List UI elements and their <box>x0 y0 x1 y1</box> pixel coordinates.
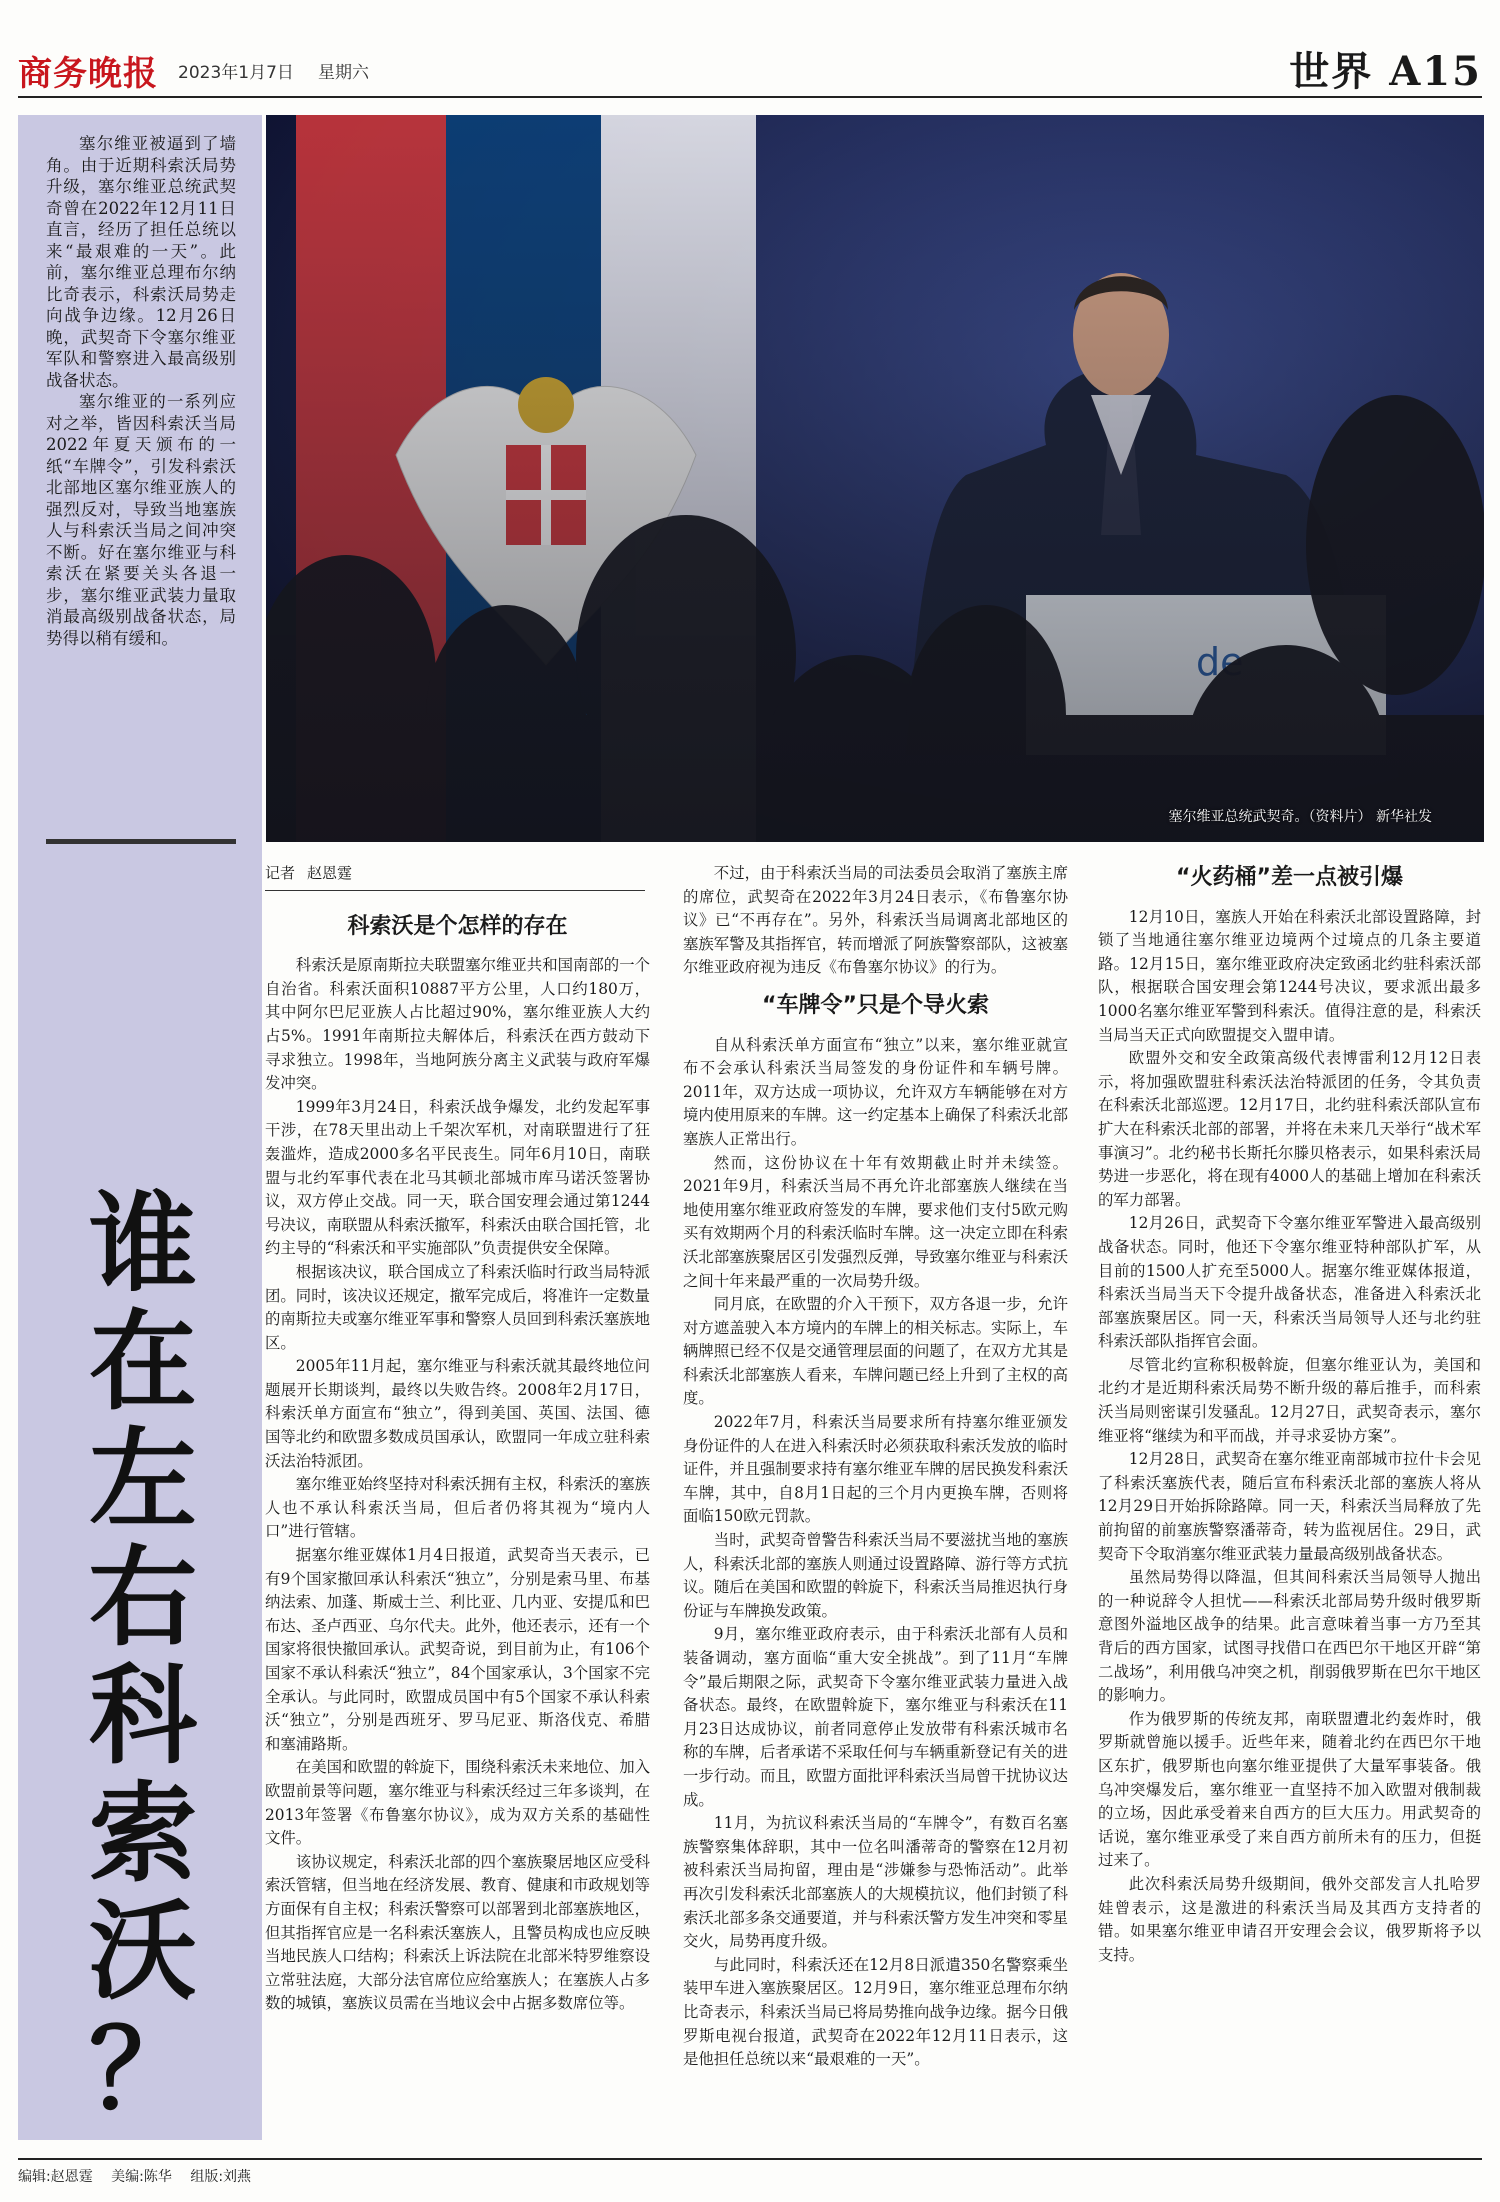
section-name: 世界 <box>1289 48 1374 95</box>
reporter-label: 记者 <box>265 864 296 882</box>
body-paragraph: 1999年3月24日，科索沃战争爆发，北约发起军事干涉，在78天里出动上千架次军机，对南联盟进行了狂轰滥炸，造成2000多名平民丧生。同年6月10日，南联盟与北约军事代表在北马其顿北部城市库马诺沃签署协议，双方停止交战。同一天，联合国安理会通过第1244号决议，南联盟从科索沃撤军，科索沃由联合国托管，北约主导的“科索沃和平实施部队”负责提供安全保障。 <box>265 1097 650 1258</box>
photo-illustration <box>266 115 1484 842</box>
divider <box>46 839 236 844</box>
editor-credit: 编辑:赵恩霆 <box>18 2169 93 2185</box>
section-heading: “车牌令”只是个导火索 <box>762 992 989 1018</box>
body-paragraph: 此次科索沃局势升级期间，俄外交部发言人扎哈罗娃曾表示，这是激进的科索沃当局及其西方支持者的错。如果塞尔维亚申请召开安理会会议，俄罗斯将予以支持。 <box>1098 1874 1481 1964</box>
page-footer <box>18 2158 1482 2186</box>
body-paragraph: 11月，为抗议科索沃当局的“车牌令”，有数百名塞族警察集体辞职，其中一位名叫潘蒂奇的警察在12月初被科索沃当局拘留，理由是“涉嫌参与恐怖活动”。此举再次引发科索沃北部塞族人的大规模抗议，他们封锁了科索沃北部多条交通要道，并与科索沃警方发生冲突和零星交火，局势再度升级。 <box>683 1814 1068 1951</box>
body-paragraph: 尽管北约宣称积极斡旋，但塞尔维亚认为，美国和北约才是近期科索沃局势不断升级的幕后推手，而科索沃当局则密谋引发骚乱。12月27日，武契奇表示，塞尔维亚将“继续为和平而战，并寻求妥协方案”。 <box>1098 1355 1481 1445</box>
article-column-1 <box>265 862 650 2016</box>
reporter-name: 赵恩霆 <box>307 864 353 882</box>
sidebar-panel <box>18 115 262 2140</box>
body-paragraph: 12月26日，武契奇下令塞尔维亚军警进入最高级别战备状态。同时，他还下令塞尔维亚特种部队扩军，从目前的1500人扩充至5000人。据塞尔维亚媒体报道，科索沃当局当天下令提升战备状态，准备进入科索沃北部塞族聚居区。同一天，科索沃当局领导人还与北约驻科索沃部队指挥官会面。 <box>1098 1214 1481 1351</box>
title-char: 右 <box>88 1535 197 1661</box>
page-title <box>78 1181 208 2133</box>
body-paragraph: 2005年11月起，塞尔维亚与科索沃就其最终地位问题展开长期谈判，最终以失败告终。2008年2月17日，科索沃单方面宣布“独立”，得到美国、英国、法国、德国等北约和欧盟多数成员国承认，欧盟同一年成立驻科索沃法治特派团。 <box>265 1357 650 1470</box>
title-char: ？ <box>88 2007 197 2133</box>
layout-credit: 组版:刘燕 <box>190 2169 252 2185</box>
body-paragraph: 9月，塞尔维亚政府表示，由于科索沃北部有人员和装备调动，塞方面临“重大安全挑战”。到了11月“车牌令”最后期限之际，武契奇下令塞尔维亚武装力量进入战备状态。最终，在欧盟斡旋下，塞尔维亚与科索沃在11月23日达成协议，前者同意停止发放带有科索沃城市名称的车牌，后者承诺不采取任何与车辆重新登记有关的进一步行动。而且，欧盟方面批评科索沃当局曾干扰协议达成。 <box>683 1625 1068 1809</box>
lead-paragraph: 塞尔维亚被逼到了墙角。由于近期科索沃局势升级，塞尔维亚总统武契奇曾在2022年12月11日直言，经历了担任总统以来“最艰难的一天”。此前，塞尔维亚总理布尔纳比奇表示，科索沃局势走向战争边缘。12月26日晚，武契奇下令塞尔维亚军队和警察进入最高级别战备状态。 <box>46 134 236 390</box>
body-paragraph: 塞尔维亚始终坚持对科索沃拥有主权，科索沃的塞族人也不承认科索沃当局，但后者仍将其视为“境内人口”进行管辖。 <box>265 1475 650 1541</box>
body-paragraph: 作为俄罗斯的传统友邦，南联盟遭北约轰炸时，俄罗斯就曾施以援手。近些年来，随着北约在西巴尔干地区东扩，俄罗斯也向塞尔维亚提供了大量军事装备。俄乌冲突爆发后，塞尔维亚一直坚持不加入欧盟对俄制裁的立场，因此承受着来自西方的巨大压力。用武契奇的话说，塞尔维亚承受了来自西方前所未有的压力，但挺过来了。 <box>1098 1709 1481 1870</box>
title-char: 科 <box>88 1653 197 1779</box>
body-paragraph: 当时，武契奇曾警告科索沃当局不要滋扰当地的塞族人，科索沃北部的塞族人则通过设置路障、游行等方式抗议。随后在美国和欧盟的斡旋下，科索沃当局推迟执行身份证与车牌换发政策。 <box>683 1531 1068 1620</box>
body-paragraph: 自从科索沃单方面宣布“独立”以来，塞尔维亚就宣布不会承认科索沃当局签发的身份证件和车辆号牌。2011年，双方达成一项协议，允许双方车辆能够在对方境内使用原来的车牌。这一约定基本上确保了科索沃北部塞族人正常出行。 <box>683 1035 1068 1148</box>
title-char: 索 <box>88 1771 197 1897</box>
title-char: 左 <box>88 1417 197 1543</box>
newspaper-logo: 商务晚报 <box>18 54 158 94</box>
body-paragraph: 不过，由于科索沃当局的司法委员会取消了塞族主席的席位，武契奇在2022年3月24日表示，《布鲁塞尔协议》已“不再存在”。另外，科索沃当局调离北部地区的塞族军警及其指挥官，转而增派了阿族警察部队，这被塞尔维亚政府视为违反《布鲁塞尔协议》的行为。 <box>683 864 1068 977</box>
body-paragraph: 据塞尔维亚媒体1月4日报道，武契奇当天表示，已有9个国家撤回承认科索沃“独立”，分别是索马里、布基纳法索、加蓬、斯威士兰、利比亚、几内亚、安提瓜和巴布达、圣卢西亚、乌尔代夫。此外，他还表示，还有一个国家将很快撤回承认。武契奇说，到目前为止，有106个国家不承认科索沃“独立”，84个国家承认，3个国家不完全承认。与此同时，欧盟成员国中有5个国家不承认科索沃“独立”，分别是西班牙、罗马尼亚、斯洛伐克、希腊和塞浦路斯。 <box>265 1546 650 1753</box>
news-photo <box>266 115 1484 842</box>
masthead <box>18 40 1482 98</box>
body-paragraph: 科索沃是原南斯拉夫联盟塞尔维亚共和国南部的一个自治省。科索沃面积10887平方公里，人口约180万，其中阿尔巴尼亚族人占比超过90%，塞尔维亚族人大约占5%。1991年南斯拉夫解体后，科索沃在西方鼓动下寻求独立。1998年，当地阿族分离主义武装与政府军爆发冲突。 <box>265 956 650 1093</box>
lead-box <box>46 133 236 649</box>
title-char: 沃 <box>88 1889 197 2015</box>
photo-caption: 塞尔维亚总统武契奇。（资料片） 新华社发 <box>1168 809 1432 825</box>
issue-date: 2023年1月7日 <box>178 63 294 83</box>
body-paragraph: 与此同时，科索沃还在12月8日派遣350名警察乘坐装甲车进入塞族聚居区。12月9日，塞尔维亚总理布尔纳比奇表示，科索沃当局已将局势推向战争边缘。据今日俄罗斯电视台报道，武契奇在2022年12月11日表示，这是他担任总统以来“最艰难的一天”。 <box>683 1955 1068 2069</box>
lead-paragraph: 塞尔维亚的一系列应对之举，皆因科索沃当局2022年夏天颁布的一纸“车牌令”，引发科索沃北部地区塞尔维亚族人的强烈反对，导致当地塞族人与科索沃当局之间冲突不断。好在塞尔维亚与科索沃在紧要关头各退一步，塞尔维亚武装力量取消最高级别战备状态，局势得以稍有缓和。 <box>46 392 236 648</box>
body-paragraph: 该协议规定，科索沃北部的四个塞族聚居地区应受科索沃管辖，但当地在经济发展、教育、健康和市政规划等方面保有自主权；科索沃警察可以部署到北部塞族地区，但其指挥官应是一名科索沃塞族人，且警员构成也应反映当地民族人口结构；科索沃上诉法院在北部米特罗维察设立常驻法庭，大部分法官席位应给塞族人；在塞族人占多数的城镇，塞族议员需在当地议会中占据多数席位等。 <box>265 1852 650 2013</box>
section-heading: 科索沃是个怎样的存在 <box>347 913 568 939</box>
article-column-3 <box>1098 862 1481 1967</box>
body-paragraph: 在美国和欧盟的斡旋下，围绕科索沃未来地位、加入欧盟前景等问题，塞尔维亚与科索沃经过三年多谈判，在2013年签署《布鲁塞尔协议》，成为双方关系的基础性文件。 <box>265 1758 650 1848</box>
reporter-byline <box>265 862 645 891</box>
section-label <box>1289 40 1482 97</box>
body-paragraph: 12月10日，塞族人开始在科索沃北部设置路障，封锁了当地通往塞尔维亚边境两个过境点的几条主要道路。12月15日，塞尔维亚政府决定致函北约驻科索沃部队，根据联合国安理会第1244号决议，要求派出最多1000名塞尔维亚军警到科索沃。值得注意的是，科索沃当局当天正式向欧盟提交入盟申请。 <box>1098 907 1481 1044</box>
article-column-2 <box>683 862 1068 2072</box>
title-char: 谁 <box>88 1181 197 1307</box>
body-paragraph: 2022年7月，科索沃当局要求所有持塞尔维亚颁发身份证件的人在进入科索沃时必须获取科索沃发放的临时证件，并且强制要求持有塞尔维亚车牌的居民换发科索沃车牌，其中，自8月1日起的三个月内更换车牌，否则将面临150欧元罚款。 <box>683 1413 1068 1526</box>
designer-credit: 美编:陈华 <box>111 2169 172 2185</box>
body-paragraph: 虽然局势得以降温，但其间科索沃当局领导人抛出的一种说辞令人担忧——科索沃北部局势升级时俄罗斯意图外溢地区战争的结果。此言意味着当事一方乃至其背后的西方国家，试图寻找借口在西巴尔干地区开辟“第二战场”，利用俄乌冲突之机，削弱俄罗斯在巴尔干地区的影响力。 <box>1098 1568 1481 1705</box>
body-paragraph: 欧盟外交和安全政策高级代表博雷利12月12日表示，将加强欧盟驻科索沃法治特派团的任务，令其负责在科索沃北部巡逻。12月17日，北约驻科索沃部队宣布扩大在科索沃北部的部署，并将在未来几天举行“战术军事演习”。北约秘书长斯托尔滕贝格表示，如果科索沃局势进一步恶化，将在现有4000人的基础上增加在科索沃的军力部署。 <box>1098 1049 1481 1209</box>
body-paragraph: 12月28日，武契奇在塞尔维亚南部城市拉什卡会见了科索沃塞族代表，随后宣布科索沃北部的塞族人将从12月29日开始拆除路障。同一天，科索沃当局释放了先前拘留的前塞族警察潘蒂奇，转为监视居住。29日，武契奇下令取消塞尔维亚武装力量最高级别战备状态。 <box>1098 1450 1481 1563</box>
title-char: 在 <box>88 1299 197 1425</box>
section-heading: “火药桶”差一点被引爆 <box>1176 865 1403 890</box>
body-paragraph: 同月底，在欧盟的介入干预下，双方各退一步，允许对方遮盖驶入本方境内的车牌上的相关标志。实际上，车辆牌照已经不仅是交通管理层面的问题了，在双方尤其是科索沃北部塞族人看来，车牌问题已经上升到了主权的高度。 <box>683 1295 1068 1408</box>
issue-weekday: 星期六 <box>318 63 369 83</box>
page-number: A15 <box>1389 48 1482 95</box>
body-paragraph: 然而，这份协议在十年有效期截止时并未续签。2021年9月，科索沃当局不再允许北部塞族人继续在当地使用塞尔维亚政府签发的车牌，要求他们支付5欧元购买有效期两个月的科索沃临时车牌。这一决定立即在科索沃北部塞族聚居区引发强烈反弹，导致塞尔维亚与科索沃之间十年来最严重的一次局势升级。 <box>683 1153 1068 1290</box>
body-paragraph: 根据该决议，联合国成立了科索沃临时行政当局特派团。同时，该决议还规定，撤军完成后，将准许一定数量的南斯拉夫或塞尔维亚军事和警察人员回到科索沃塞族地区。 <box>265 1262 650 1352</box>
